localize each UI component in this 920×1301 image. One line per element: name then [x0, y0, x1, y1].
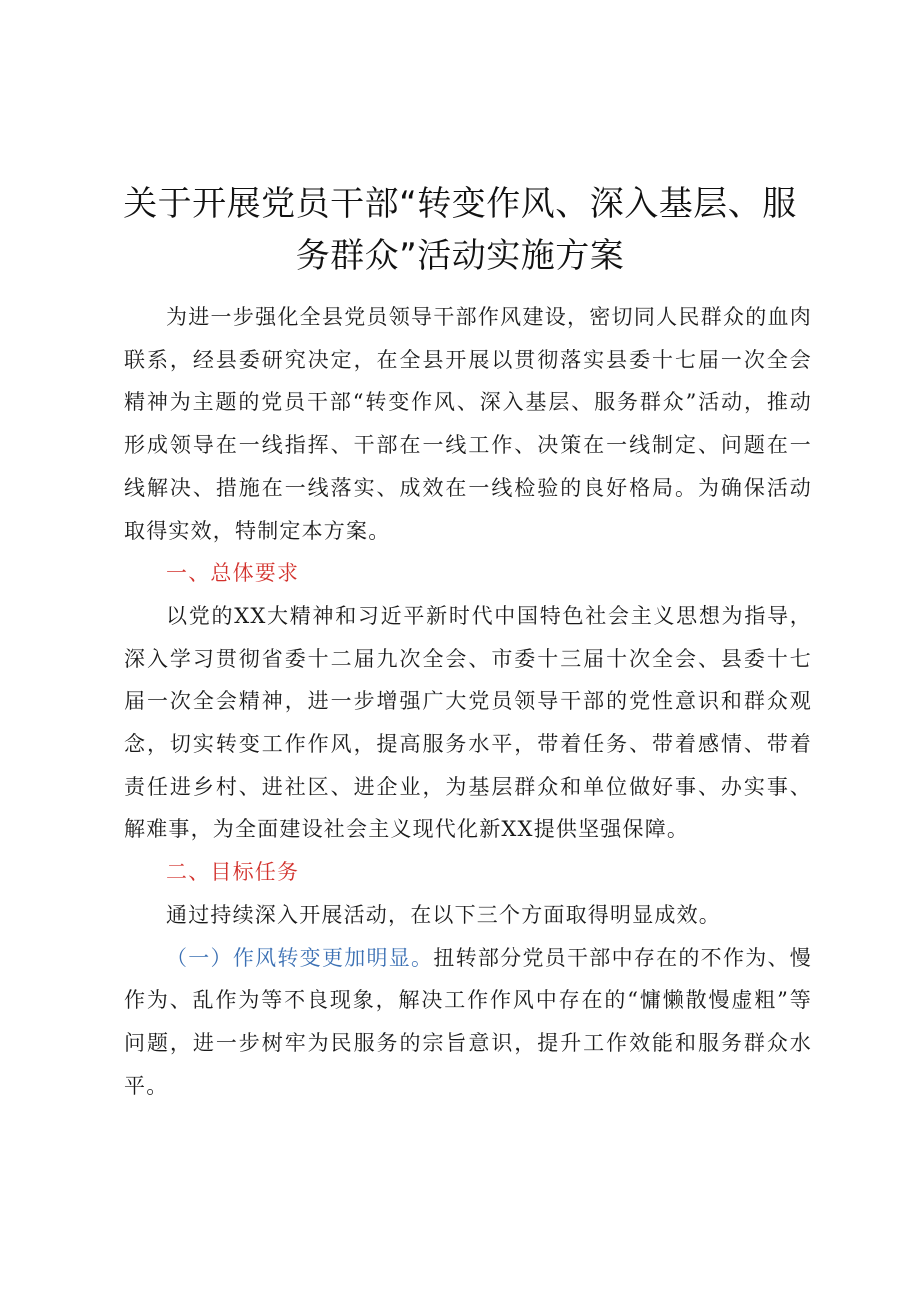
document-title: [110, 178, 810, 282]
item-1-body: 扭转部分党员干部中存在的不作为、慢作为、乱作为等不良现象，解决工作作风中存在的“慵懒散慢虚粗”等问题，进一步树牢为民服务的宗旨意识，提升工作效能和服务群众水平。: [124, 945, 812, 1098]
title-line-1: 关于开展党员干部“转变作风、深入基层、服: [123, 184, 797, 224]
item-1-paragraph: [124, 937, 812, 1108]
intro-paragraph: 为进一步强化全县党员领导干部作风建设，密切同人民群众的血肉联系，经县委研究决定，在全县开展以贯彻落实县委十七届一次全会精神为主题的党员干部“转变作风、深入基层、服务群众”活动，推动形成领导在一线指挥、干部在一线工作、决策在一线制定、问题在一线解决、措施在一线落实、成效在一线检验的良好格局。为确保活动取得实效，特制定本方案。: [124, 305, 812, 543]
title-line-2: 务群众”活动实施方案: [295, 236, 625, 276]
section-heading-objectives: 二、目标任务: [166, 860, 300, 885]
section-heading-general-requirements: 一、总体要求: [166, 561, 300, 586]
general-requirements-paragraph: 以党的XX大精神和习近平新时代中国特色社会主义思想为指导，深入学习贯彻省委十二届九次全会、市委十三届十次全会、县委十七届一次全会精神，进一步增强广大党员领导干部的党性意识和群众观念，切实转变工作作风，提高服务水平，带着任务、带着感情、带着责任进乡村、进社区、进企业，为基层群众和单位做好事、办实事、解难事，为全面建设社会主义现代化新XX提供坚强保障。: [124, 603, 812, 842]
document-body: [124, 296, 812, 1107]
objectives-intro-paragraph: 通过持续深入开展活动，在以下三个方面取得明显成效。: [166, 902, 721, 927]
item-1-heading: （一）作风转变更加明显。: [166, 945, 434, 970]
